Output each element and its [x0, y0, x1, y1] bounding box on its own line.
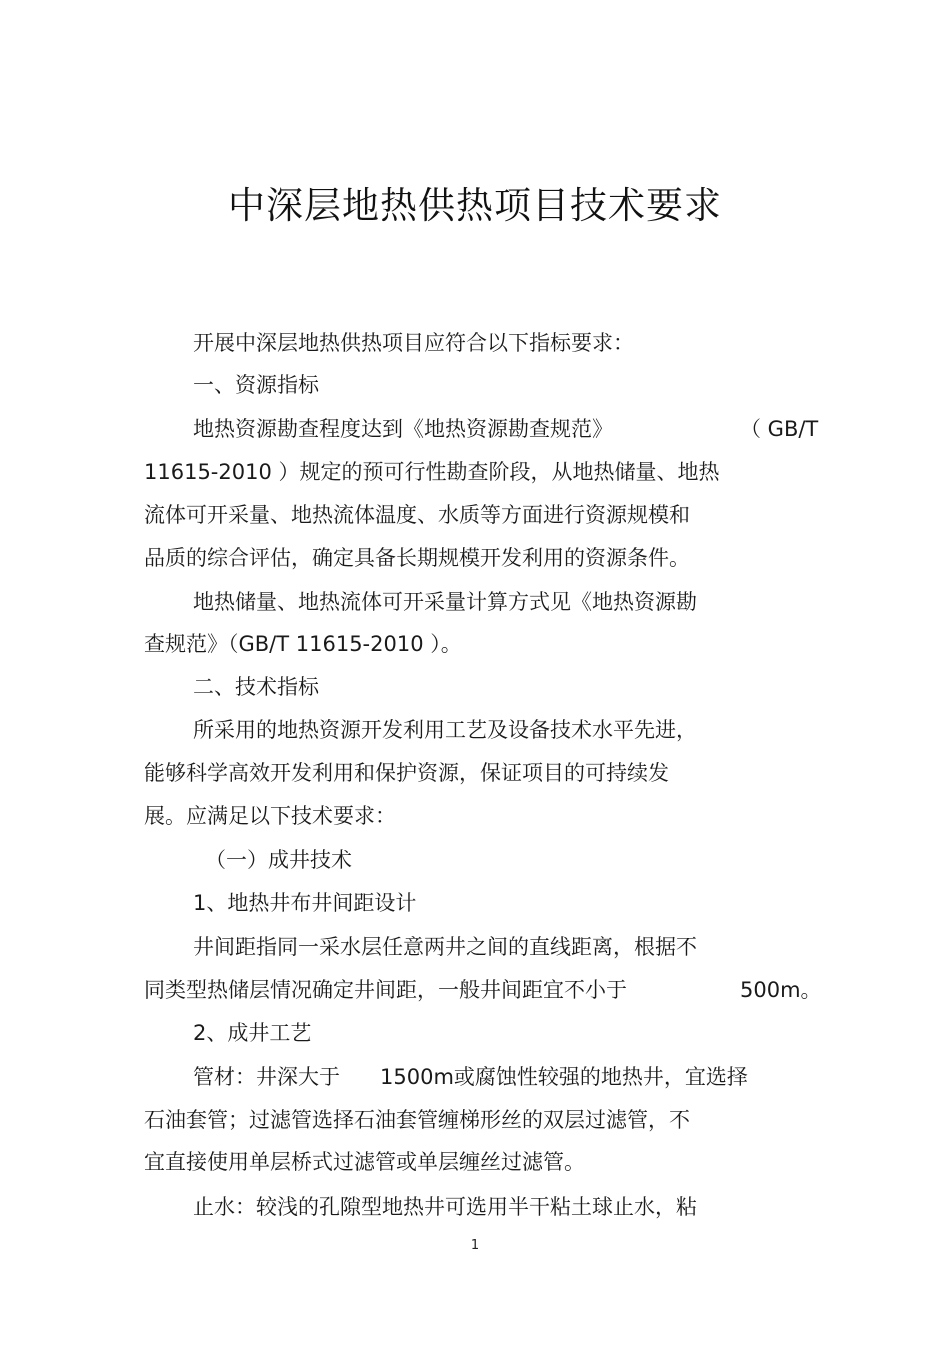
paragraph-line: 地热资源勘查程度达到《地热资源勘查规范》 [193, 417, 613, 441]
paragraph-line: 所采用的地热资源开发利用工艺及设备技术水平先进， [193, 718, 697, 742]
paragraph-line: （ GB/T [740, 417, 819, 441]
subsection-heading-well: （一）成井技术 [205, 848, 352, 872]
paragraph-line: 宜直接使用单层桥式过滤管或单层缠丝过滤管。 [144, 1150, 585, 1174]
paragraph-line: 石油套管；过滤管选择石油套管缠梯形丝的双层过滤管，不 [144, 1108, 690, 1132]
section-heading-technical: 二、技术指标 [193, 675, 319, 699]
paragraph-line: 500m。 [740, 978, 822, 1002]
paragraph-line: 止水：较浅的孔隙型地热井可选用半干粘土球止水，粘 [193, 1195, 697, 1219]
paragraph-line: 11615-2010 ）规定的预可行性勘查阶段，从地热储量、地热 [144, 460, 720, 484]
paragraph-line: 展。应满足以下技术要求： [144, 804, 396, 828]
item-heading-spacing: 1、地热井布井间距设计 [193, 891, 417, 915]
section-heading-resource: 一、资源指标 [193, 373, 319, 397]
paragraph-line: 管材：井深大于 [193, 1065, 340, 1089]
paragraph-line: 能够科学高效开发利用和保护资源，保证项目的可持续发 [144, 761, 669, 785]
paragraph-line: 1500m或腐蚀性较强的地热井，宜选择 [380, 1065, 748, 1089]
paragraph-line: 井间距指同一采水层任意两井之间的直线距离，根据不 [193, 935, 697, 959]
paragraph-line: 同类型热储层情况确定井间距，一般井间距宜不小于 [144, 978, 627, 1002]
paragraph-line: 地热储量、地热流体可开采量计算方式见《地热资源勘 [193, 590, 697, 614]
intro-text: 开展中深层地热供热项目应符合以下指标要求： [193, 331, 634, 355]
paragraph-line: 流体可开采量、地热流体温度、水质等方面进行资源规模和 [144, 503, 690, 527]
page-number: 1 [470, 1238, 480, 1253]
paragraph-line: 查规范》（GB/T 11615-2010 ）。 [144, 632, 462, 656]
document-title: 中深层地热供热项目技术要求 [228, 184, 722, 227]
paragraph-line: 品质的综合评估，确定具备长期规模开发利用的资源条件。 [144, 546, 690, 570]
item-heading-process: 2、成井工艺 [193, 1021, 312, 1045]
